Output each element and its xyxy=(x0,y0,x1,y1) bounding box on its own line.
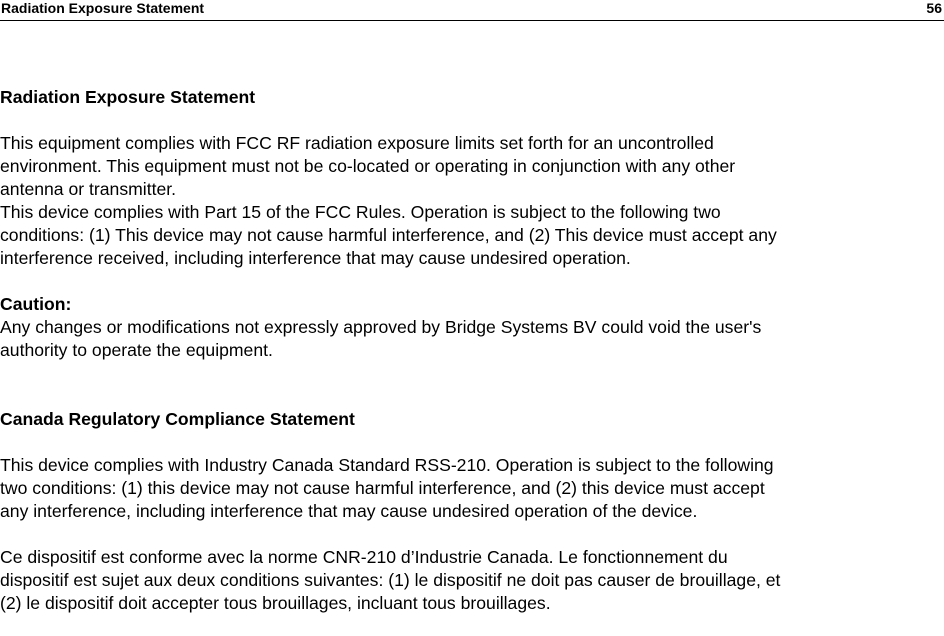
text-line: two conditions: (1) this device may not cause harmful interference, and (2) this device must accept xyxy=(0,478,765,498)
text-line: This device complies with Industry Canada Standard RSS-210. Operation is subject to the following xyxy=(0,455,774,475)
running-header xyxy=(0,0,944,21)
text-line: Ce dispositif est conforme avec la norme CNR-210 d’Industrie Canada. Le fonctionnement du xyxy=(0,547,728,567)
text-line: any interference, including interference that may cause undesired operation of the device. xyxy=(0,501,698,521)
text-line: (2) le dispositif doit accepter tous brouillages, incluant tous brouillages. xyxy=(0,593,551,613)
document-body xyxy=(0,86,944,615)
text-line: dispositif est sujet aux deux conditions suivantes: (1) le dispositif ne doit pas causer de brouillage, et xyxy=(0,570,781,590)
canada-french-paragraph xyxy=(0,546,944,615)
text-line: authority to operate the equipment. xyxy=(0,340,273,360)
text-line: This device complies with Part 15 of the FCC Rules. Operation is subject to the following two xyxy=(0,202,721,222)
caution-label: Caution: xyxy=(0,294,72,314)
page-number: 56 xyxy=(926,0,942,16)
text-line: Any changes or modifications not expressly approved by Bridge Systems BV could void the user's xyxy=(0,317,762,337)
caution-paragraph xyxy=(0,316,944,362)
text-line: interference received, including interference that may cause undesired operation. xyxy=(0,248,631,268)
text-line: This equipment complies with FCC RF radiation exposure limits set forth for an uncontrolled xyxy=(0,133,714,153)
text-line: antenna or transmitter. xyxy=(0,179,177,199)
fcc-heading: Radiation Exposure Statement xyxy=(0,87,256,107)
fcc-part15-paragraph xyxy=(0,201,944,270)
canada-english-paragraph xyxy=(0,454,944,523)
header-title: Radiation Exposure Statement xyxy=(1,0,205,16)
fcc-equipment-paragraph xyxy=(0,132,944,201)
text-line: environment. This equipment must not be co-located or operating in conjunction with any other xyxy=(0,156,736,176)
canada-heading: Canada Regulatory Compliance Statement xyxy=(0,409,355,429)
text-line: conditions: (1) This device may not cause harmful interference, and (2) This device must accept any xyxy=(0,225,777,245)
